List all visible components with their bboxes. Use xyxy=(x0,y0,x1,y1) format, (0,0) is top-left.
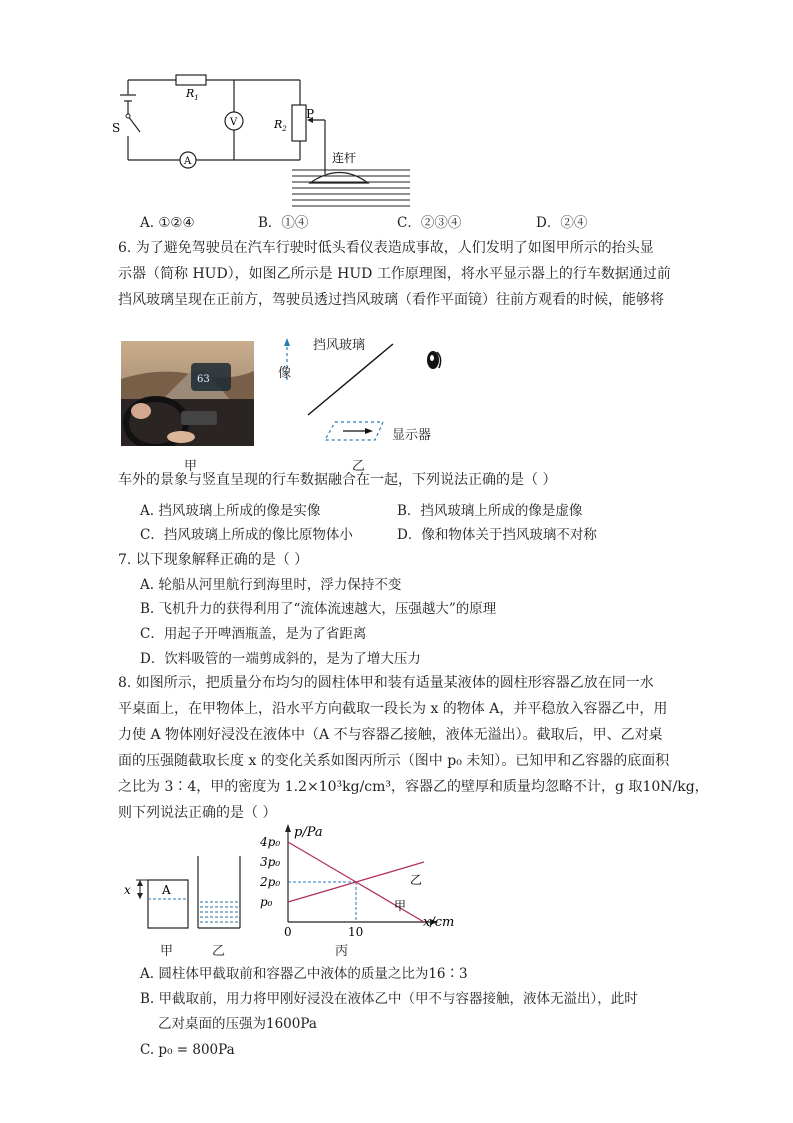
y-tick-label: 3p₀ xyxy=(260,855,281,869)
cylinder-container-figure xyxy=(118,850,268,930)
q7-option-c[interactable]: C．用起子开啤酒瓶盖，是为了省距离 xyxy=(140,626,367,642)
hud-photo xyxy=(121,341,254,446)
r1-label: $R_1$ xyxy=(186,87,199,102)
y-tick-label: 4p₀ xyxy=(260,835,281,849)
q8-option-b-line2: 乙对桌面的压强为1600Pa xyxy=(158,1016,317,1032)
ammeter-label: A xyxy=(184,156,192,167)
windshield-label: 挡风玻璃 xyxy=(313,338,366,353)
circuit-diagram xyxy=(110,70,440,215)
switch-s-label: S xyxy=(112,121,121,135)
q8-option-c[interactable]: C. p₀ = 800Pa xyxy=(140,1042,235,1058)
q6-option-a[interactable]: A. 挡风玻璃上所成的像是实像 xyxy=(140,503,321,519)
hud-reading: 63 xyxy=(197,374,210,385)
q6-stem-line3: 挡风玻璃呈现在正前方，驾驶员透过挡风玻璃（看作平面镜）往前方观看的时候，能够将 xyxy=(118,292,664,308)
q6-stem-line4: 车外的景象与竖直呈现的行车数据融合在一起，下列说法正确的是（ ） xyxy=(118,472,557,488)
rod-label: 连杆 xyxy=(332,151,357,165)
x-tick-label: 10 xyxy=(348,925,364,939)
q6-option-c[interactable]: C．挡风玻璃上所成的像比原物体小 xyxy=(140,527,353,543)
q8-stem-line2: 平桌面上，在甲物体上，沿水平方向截取一段长为 x 的物体 A，并平稳放入容器乙中，用 xyxy=(118,701,668,717)
q6-option-b[interactable]: B．挡风玻璃上所成的像是虚像 xyxy=(397,503,583,519)
q8-stem-line3: 力使 A 物体刚好浸没在液体中（A 不与容器乙接触，液体无溢出）。截取后，甲、乙对桌 xyxy=(118,727,663,743)
image-label: 像 xyxy=(278,366,292,381)
pressure-chart xyxy=(258,822,468,947)
windshield-line xyxy=(308,344,393,415)
q7-option-b[interactable]: B. 飞机升力的获得利用了“流体流速越大，压强越大”的原理 xyxy=(140,601,497,617)
q6-fig-yi-label: 乙 xyxy=(352,459,366,474)
q6-option-d[interactable]: D．像和物体关于挡风玻璃不对称 xyxy=(397,527,597,543)
chart-ylabel: p/Pa xyxy=(294,825,323,840)
container-yi xyxy=(198,856,240,928)
q7-option-d[interactable]: D．饮料吸管的一端剪成斜的，是为了增大压力 xyxy=(140,651,421,667)
q7-stem: 7. 以下现象解释正确的是（ ） xyxy=(118,552,309,568)
q6-stem-line1: 6. 为了避免驾驶员在汽车行驶时低头看仪表造成事故，人们发明了如图甲所示的抬头显 xyxy=(118,240,654,256)
q8-stem-line1: 8. 如图所示，把质量分布均匀的圆柱体甲和装有适量某液体的圆柱形容器乙放在同一水 xyxy=(118,675,654,691)
chart-xlabel: x/cm xyxy=(423,915,455,930)
q8-stem-line4: 面的压强随截取长度 x 的变化关系如图丙所示（图中 p₀ 未知）。已知甲和乙容器的底面积 xyxy=(118,753,670,769)
q6-stem-line2: 示器（简称 HUD），如图乙所示是 HUD 工作原理图，将水平显示器上的行车数据通过前 xyxy=(118,266,671,282)
slider-p-label: P xyxy=(306,107,315,121)
float-shape xyxy=(310,173,368,184)
q6-fig-jia-label: 甲 xyxy=(184,459,198,474)
q5-option-b[interactable]: B．①④ xyxy=(258,215,309,231)
series-label: 乙 xyxy=(410,873,423,887)
q7-option-a[interactable]: A. 轮船从河里航行到海里时，浮力保持不变 xyxy=(140,577,402,593)
hud-principle-diagram xyxy=(275,330,460,450)
display-label: 显示器 xyxy=(392,428,432,443)
q5-option-a[interactable]: A. ①②④ xyxy=(140,215,195,231)
q8-fig-bing-label: 丙 xyxy=(335,944,349,959)
x-tick-label: 0 xyxy=(284,925,292,939)
q8-stem-line6: 则下列说法正确的是（ ） xyxy=(118,805,277,821)
q8-stem-line5: 之比为 3∶4，甲的密度为 1.2×10³kg/cm³，容器乙的壁厚和质量均忽略不计，g 取10N/kg， xyxy=(118,779,709,795)
y-tick-label: p₀ xyxy=(260,895,273,909)
piece-a-label: A xyxy=(162,883,171,897)
q8-fig-yi-label: 乙 xyxy=(212,944,226,959)
x-label: x xyxy=(124,883,131,897)
voltmeter-label: V xyxy=(230,117,238,128)
series-label: 甲 xyxy=(394,899,407,913)
q5-option-d[interactable]: D．②④ xyxy=(536,215,588,231)
y-tick-label: 2p₀ xyxy=(260,875,281,889)
q8-option-b-line1[interactable]: B. 甲截取前，用力将甲刚好浸没在液体乙中（甲不与容器接触，液体无溢出），此时 xyxy=(140,991,638,1007)
q8-option-a[interactable]: A. 圆柱体甲截取前和容器乙中液体的质量之比为16∶3 xyxy=(140,966,468,982)
eye-icon xyxy=(427,351,441,369)
q5-option-c[interactable]: C．②③④ xyxy=(397,215,462,231)
q8-fig-jia-label: 甲 xyxy=(160,944,174,959)
r2-label: $R_2$ xyxy=(274,118,287,133)
